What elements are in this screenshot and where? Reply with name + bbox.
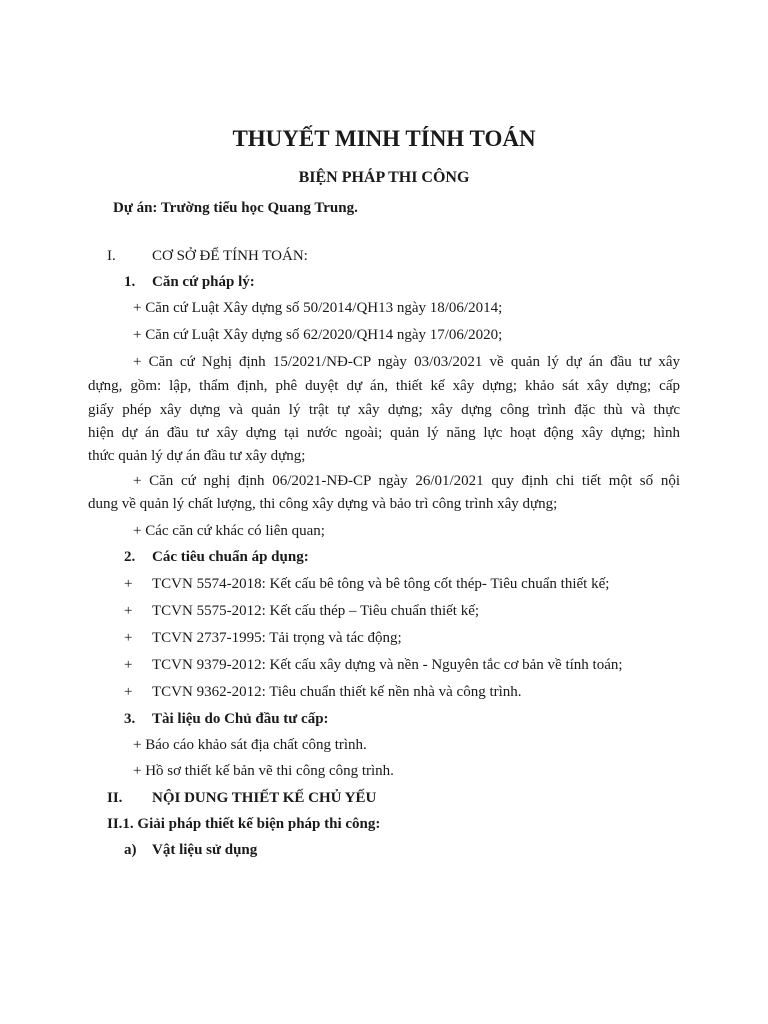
subsection-1-3-heading <box>124 711 329 728</box>
document-item: + Báo cáo khảo sát địa chất công trình. <box>133 737 367 753</box>
subsection-2-1-heading: II.1. Giải pháp thiết kế biện pháp thi công: <box>107 816 381 832</box>
standard-bullet: + <box>124 684 133 700</box>
subsection-2-1a-label: a) <box>124 842 137 858</box>
subsection-1-1-heading <box>124 274 255 291</box>
section-2-heading <box>107 790 376 807</box>
standard-bullet: + <box>124 630 133 646</box>
document-title: THUYẾT MINH TÍNH TOÁN <box>232 126 536 151</box>
standard-bullet: + <box>124 603 133 619</box>
subsection-1-2-number: 2. <box>124 549 136 565</box>
standard-text: TCVN 5575-2012: Kết cấu thép – Tiêu chuẩn thiết kế; <box>152 603 480 619</box>
standard-bullet: + <box>124 576 133 592</box>
standard-item <box>124 603 479 620</box>
section-2-title: NỘI DUNG THIẾT KẾ CHỦ YẾU <box>152 790 377 806</box>
document-subtitle: BIỆN PHÁP THI CÔNG <box>298 169 470 186</box>
subsection-2-1a-heading <box>124 842 257 859</box>
subsection-1-1-title: Căn cứ pháp lý: <box>152 274 255 290</box>
project-line: Dự án: Trường tiểu học Quang Trung. <box>113 200 358 216</box>
standard-item <box>124 630 402 647</box>
legal-item-line: hiện dự án đầu tư xây dựng tại nước ngoài; quản lý năng lực hoạt động xây dựng; hình <box>88 425 680 441</box>
legal-item: + Các căn cứ khác có liên quan; <box>133 523 325 539</box>
standard-text: TCVN 5574-2018: Kết cấu bê tông và bê tông cốt thép- Tiêu chuẩn thiết kế; <box>152 576 610 592</box>
legal-item-line: + Căn cứ Nghị định 15/2021/NĐ-CP ngày 03/03/2021 về quản lý dự án đầu tư xây <box>133 354 680 370</box>
legal-item-line: dung về quản lý chất lượng, thi công xây dựng và bảo trì công trình xây dựng; <box>88 496 558 512</box>
subsection-1-2-title: Các tiêu chuẩn áp dụng: <box>152 549 309 565</box>
section-2-number: II. <box>107 790 123 806</box>
standard-text: TCVN 2737-1995: Tải trọng và tác động; <box>152 630 402 646</box>
document-item: + Hồ sơ thiết kế bản vẽ thi công công trình. <box>133 763 394 779</box>
standard-item <box>124 684 522 701</box>
legal-item-line: dựng, gồm: lập, thẩm định, phê duyệt dự án, thiết kế xây dựng; khảo sát xây dựng; cấp <box>88 378 680 394</box>
subsection-1-3-number: 3. <box>124 711 136 727</box>
section-1-title: CƠ SỞ ĐỂ TÍNH TOÁN: <box>152 248 308 264</box>
standard-text: TCVN 9362-2012: Tiêu chuẩn thiết kế nền nhà và công trình. <box>152 684 522 700</box>
standard-item <box>124 657 623 674</box>
standard-bullet: + <box>124 657 133 673</box>
legal-item: + Căn cứ Luật Xây dựng số 50/2014/QH13 ngày 18/06/2014; <box>133 300 503 316</box>
legal-item: + Căn cứ Luật Xây dựng số 62/2020/QH14 ngày 17/06/2020; <box>133 327 503 343</box>
section-1-heading <box>107 248 308 265</box>
legal-item-line: + Căn cứ nghị định 06/2021-NĐ-CP ngày 26/01/2021 quy định chi tiết một số nội <box>133 473 680 489</box>
standard-item <box>124 576 609 593</box>
legal-item-line: thức quản lý dự án đầu tư xây dựng; <box>88 448 306 464</box>
subsection-2-1a-title: Vật liệu sử dụng <box>152 842 258 858</box>
subsection-1-3-title: Tài liệu do Chủ đầu tư cấp: <box>152 711 329 727</box>
standard-text: TCVN 9379-2012: Kết cấu xây dựng và nền - Nguyên tắc cơ bản về tính toán; <box>152 657 623 673</box>
legal-item-line: giấy phép xây dựng và quản lý trật tự xây dựng; xây dựng công trình đặc thù và thực <box>88 402 680 418</box>
subsection-1-1-number: 1. <box>124 274 136 290</box>
section-1-number: I. <box>107 248 116 264</box>
subsection-1-2-heading <box>124 549 309 566</box>
